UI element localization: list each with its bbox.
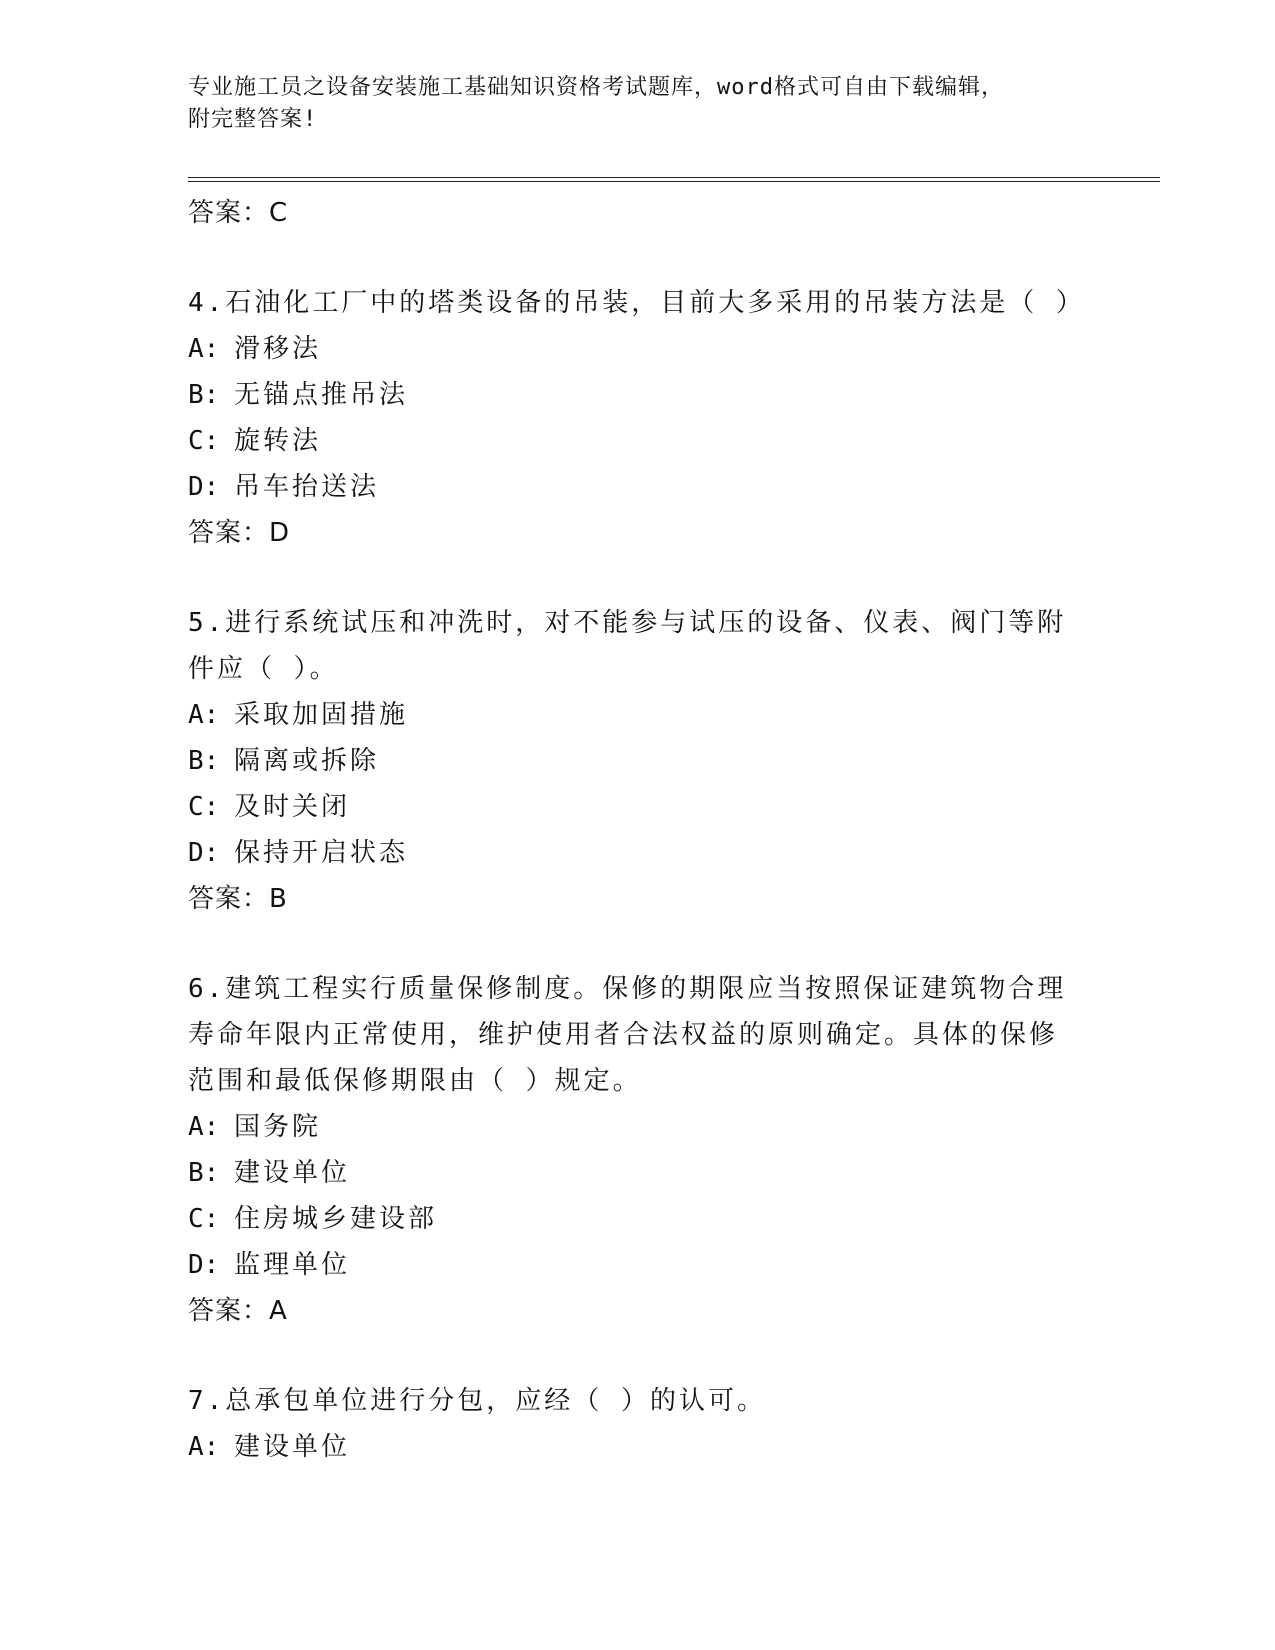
spacer — [188, 922, 1088, 966]
option-key: C: — [188, 1204, 220, 1234]
spacer — [188, 556, 1088, 600]
option-a — [188, 692, 1088, 738]
question-stem-continued: 范围和最低保修期限由（ ）规定。 — [188, 1066, 642, 1096]
question-5 — [188, 600, 1088, 922]
option-d — [188, 830, 1088, 876]
spacer — [188, 1334, 1088, 1378]
option-c — [188, 784, 1088, 830]
option-key: B: — [188, 1158, 220, 1188]
option-key: D: — [188, 1250, 220, 1280]
option-text: 采取加固措施 — [234, 700, 409, 730]
option-a — [188, 326, 1088, 372]
spacer — [188, 236, 1088, 280]
option-text: 建设单位 — [234, 1158, 351, 1188]
option-a — [188, 1104, 1088, 1150]
answer-line: 答案：D — [188, 518, 291, 548]
option-text: 国务院 — [234, 1112, 322, 1142]
option-key: B: — [188, 746, 220, 776]
option-key: B: — [188, 380, 220, 410]
option-key: A: — [188, 334, 220, 364]
option-d — [188, 1242, 1088, 1288]
option-text: 保持开启状态 — [234, 838, 409, 868]
page-header — [188, 72, 1088, 136]
option-key: D: — [188, 472, 220, 502]
question-7 — [188, 1378, 1088, 1470]
question-6 — [188, 966, 1088, 1334]
header-title-line-2: 附完整答案! — [188, 107, 318, 132]
option-text: 吊车抬送法 — [234, 472, 380, 502]
answer-line: 答案：A — [188, 1296, 288, 1326]
option-key: A: — [188, 700, 220, 730]
option-text: 滑移法 — [234, 334, 322, 364]
option-key: C: — [188, 426, 220, 456]
option-text: 住房城乡建设部 — [234, 1204, 438, 1234]
question-4 — [188, 280, 1088, 556]
answer-line: 答案：B — [188, 884, 288, 914]
option-text: 隔离或拆除 — [234, 746, 380, 776]
question-stem-continued: 寿命年限内正常使用，维护使用者合法权益的原则确定。具体的保修 — [188, 1020, 1059, 1050]
option-b — [188, 372, 1088, 418]
option-c — [188, 1196, 1088, 1242]
header-divider — [188, 177, 1160, 182]
option-text: 旋转法 — [234, 426, 322, 456]
question-stem-continued: 件应（ ）。 — [188, 654, 339, 684]
option-key: A: — [188, 1112, 220, 1142]
option-text: 建设单位 — [234, 1432, 351, 1462]
question-stem: 7.总承包单位进行分包，应经（ ）的认可。 — [188, 1386, 766, 1416]
option-text: 无锚点推吊法 — [234, 380, 409, 410]
option-key: C: — [188, 792, 220, 822]
question-list — [188, 190, 1088, 1470]
answer-line: 答案：C — [188, 198, 289, 228]
question-stem: 6.建筑工程实行质量保修制度。保修的期限应当按照保证建筑物合理 — [188, 974, 1067, 1004]
option-d — [188, 464, 1088, 510]
option-key: A: — [188, 1432, 220, 1462]
option-b — [188, 738, 1088, 784]
option-key: D: — [188, 838, 220, 868]
option-text: 及时关闭 — [234, 792, 351, 822]
header-title-line-1: 专业施工员之设备安装施工基础知识资格考试题库，word格式可自由下载编辑， — [188, 75, 1004, 100]
option-a — [188, 1424, 1088, 1470]
question-stem: 5.进行系统试压和冲洗时，对不能参与试压的设备、仪表、阀门等附 — [188, 608, 1067, 638]
option-text: 监理单位 — [234, 1250, 351, 1280]
option-c — [188, 418, 1088, 464]
option-b — [188, 1150, 1088, 1196]
question-stem: 4.石油化工厂中的塔类设备的吊装，目前大多采用的吊装方法是（ ） — [188, 288, 1085, 318]
